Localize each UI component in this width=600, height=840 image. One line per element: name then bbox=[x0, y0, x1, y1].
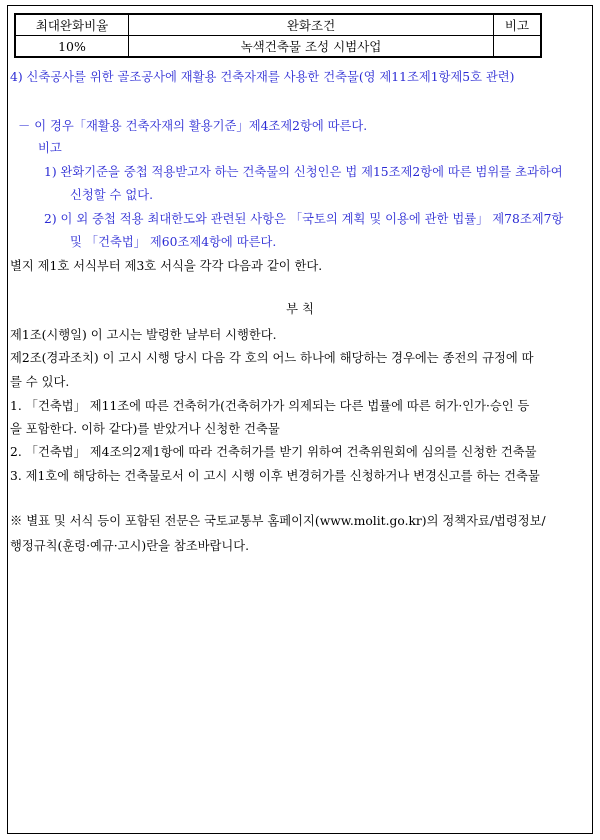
reference-note-line-2: 행정규칙(훈령·예규·고시)란을 참조바랍니다. bbox=[10, 539, 250, 553]
forms-line: 별지 제1호 서식부터 제3호 서식을 각각 다음과 같이 한다. bbox=[10, 259, 323, 273]
bigo-label: 비고 bbox=[38, 141, 62, 155]
header-remarks: 비고 bbox=[494, 14, 542, 36]
relaxation-table bbox=[14, 13, 542, 58]
note-2-line-1: 2) 이 외 중첩 적용 최대한도와 관련된 사항은 「국토의 계획 및 이용에 관한 법률」 제78조제7항 bbox=[44, 212, 564, 226]
header-condition: 완화조건 bbox=[129, 14, 494, 36]
cell-max-ratio: 10% bbox=[15, 36, 129, 58]
provision-1-line-1: 1. 「건축법」 제11조에 따른 건축허가(건축허가가 의제되는 다른 법률에 따른 허가·인가·승인 등 bbox=[10, 399, 530, 413]
note-1-line-1: 1) 완화기준을 중첩 적용받고자 하는 건축물의 신청인은 법 제15조제2항에 따른 범위를 초과하여 bbox=[44, 165, 563, 179]
table-row bbox=[15, 36, 541, 58]
article-2-line-1: 제2조(경과조치) 이 고시 시행 당시 다음 각 호의 어느 하나에 해당하는 경우에는 종전의 규정에 따 bbox=[10, 351, 534, 365]
item-4-text: 4) 신축공사를 위한 골조공사에 재활용 건축자재를 사용한 건축물(영 제11조제1항제5호 관련) bbox=[10, 70, 515, 84]
article-1: 제1조(시행일) 이 고시는 발령한 날부터 시행한다. bbox=[10, 328, 277, 342]
reference-note-line-1: ※ 별표 및 서식 등이 포함된 전문은 국토교통부 홈페이지(www.molit.go.kr)의 정책자료/법령정보/ bbox=[10, 514, 546, 528]
provision-1-line-2: 을 포함한다. 이하 같다)를 받았거나 신청한 건축물 bbox=[10, 422, 280, 436]
header-max-ratio: 최대완화비율 bbox=[15, 14, 129, 36]
dash-note: － 이 경우「재활용 건축자재의 활용기준」제4조제2항에 따른다. bbox=[18, 119, 368, 133]
cell-remarks bbox=[494, 36, 542, 58]
provision-2: 2. 「건축법」 제4조의2제1항에 따라 건축허가를 받기 위하여 건축위원회에 심의를 신청한 건축물 bbox=[10, 445, 537, 459]
buchik-title: 부 칙 bbox=[286, 302, 314, 316]
table-header-row bbox=[15, 14, 541, 36]
note-1-line-2: 신청할 수 없다. bbox=[70, 188, 153, 202]
cell-condition: 녹색건축물 조성 시범사업 bbox=[129, 36, 494, 58]
article-2-line-2: 를 수 있다. bbox=[10, 375, 70, 389]
note-2-line-2: 및 「건축법」 제60조제4항에 따른다. bbox=[70, 235, 277, 249]
provision-3: 3. 제1호에 해당하는 건축물로서 이 고시 시행 이후 변경허가를 신청하거나 변경신고를 하는 건축물 bbox=[10, 469, 540, 483]
